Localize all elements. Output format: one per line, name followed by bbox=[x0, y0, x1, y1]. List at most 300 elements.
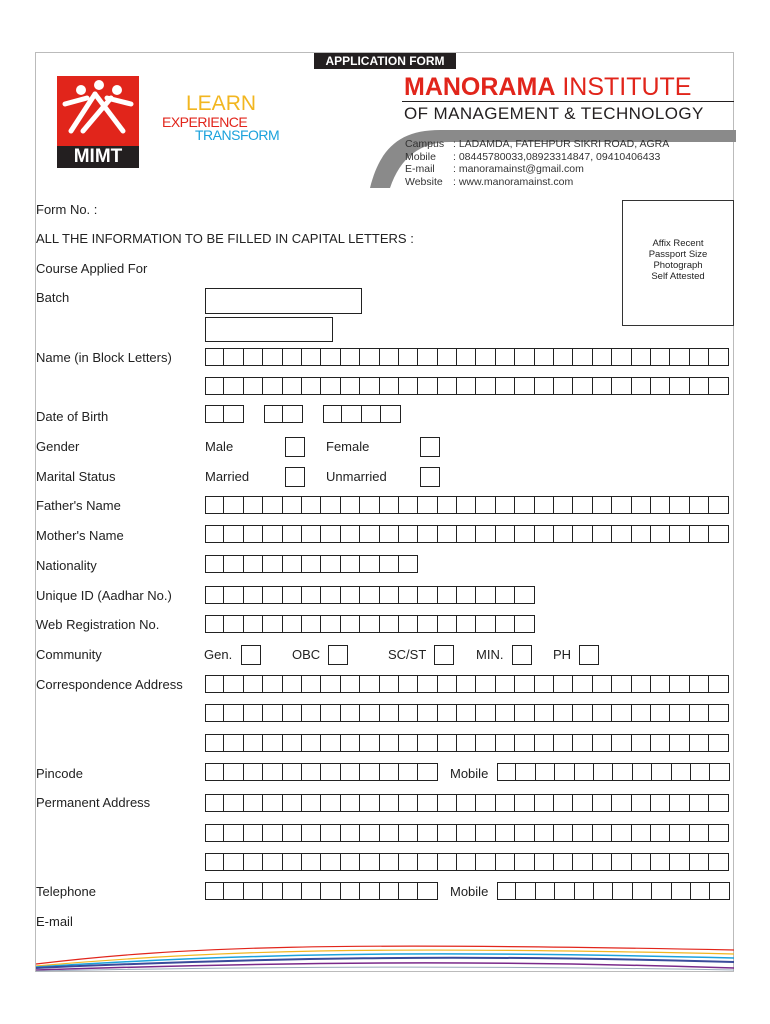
character-box[interactable] bbox=[554, 348, 573, 366]
character-box[interactable] bbox=[321, 794, 340, 812]
character-box[interactable] bbox=[418, 675, 437, 693]
character-box[interactable] bbox=[515, 377, 534, 395]
character-box[interactable] bbox=[263, 377, 282, 395]
character-box[interactable] bbox=[632, 734, 651, 752]
character-box[interactable] bbox=[457, 704, 476, 722]
character-box[interactable] bbox=[497, 882, 516, 900]
character-box[interactable] bbox=[476, 525, 495, 543]
character-box[interactable] bbox=[224, 586, 243, 604]
character-box[interactable] bbox=[341, 794, 360, 812]
character-box[interactable] bbox=[593, 675, 612, 693]
character-box[interactable] bbox=[476, 853, 495, 871]
obc-checkbox[interactable] bbox=[328, 645, 348, 665]
character-box[interactable] bbox=[710, 763, 729, 781]
character-box[interactable] bbox=[341, 615, 360, 633]
character-box[interactable] bbox=[709, 704, 728, 722]
character-box[interactable] bbox=[302, 377, 321, 395]
character-box[interactable] bbox=[535, 377, 554, 395]
pincode-boxes[interactable] bbox=[205, 763, 438, 781]
character-box[interactable] bbox=[555, 763, 574, 781]
character-box[interactable] bbox=[632, 525, 651, 543]
character-box[interactable] bbox=[418, 704, 437, 722]
character-box[interactable] bbox=[302, 794, 321, 812]
character-box[interactable] bbox=[497, 763, 516, 781]
character-box[interactable] bbox=[244, 348, 263, 366]
character-box[interactable] bbox=[399, 615, 418, 633]
character-box[interactable] bbox=[457, 794, 476, 812]
character-box[interactable] bbox=[380, 615, 399, 633]
character-box[interactable] bbox=[205, 882, 224, 900]
character-box[interactable] bbox=[612, 734, 631, 752]
character-box[interactable] bbox=[651, 496, 670, 514]
character-box[interactable] bbox=[554, 853, 573, 871]
dob-day-boxes[interactable] bbox=[205, 405, 244, 423]
character-box[interactable] bbox=[632, 794, 651, 812]
character-box[interactable] bbox=[457, 615, 476, 633]
character-box[interactable] bbox=[515, 704, 534, 722]
ph-checkbox[interactable] bbox=[579, 645, 599, 665]
character-box[interactable] bbox=[516, 763, 535, 781]
character-box[interactable] bbox=[205, 586, 224, 604]
character-box[interactable] bbox=[709, 734, 728, 752]
character-box[interactable] bbox=[380, 734, 399, 752]
character-box[interactable] bbox=[496, 853, 515, 871]
character-box[interactable] bbox=[593, 377, 612, 395]
character-box[interactable] bbox=[263, 734, 282, 752]
character-box[interactable] bbox=[496, 794, 515, 812]
character-box[interactable] bbox=[476, 675, 495, 693]
character-box[interactable] bbox=[418, 824, 437, 842]
character-box[interactable] bbox=[283, 496, 302, 514]
character-box[interactable] bbox=[283, 525, 302, 543]
character-box[interactable] bbox=[476, 348, 495, 366]
perm-address-boxes-3[interactable] bbox=[205, 853, 729, 871]
character-box[interactable] bbox=[612, 794, 631, 812]
character-box[interactable] bbox=[457, 377, 476, 395]
character-box[interactable] bbox=[554, 734, 573, 752]
character-box[interactable] bbox=[399, 853, 418, 871]
character-box[interactable] bbox=[670, 675, 689, 693]
character-box[interactable] bbox=[399, 496, 418, 514]
character-box[interactable] bbox=[554, 496, 573, 514]
character-box[interactable] bbox=[341, 555, 360, 573]
character-box[interactable] bbox=[515, 853, 534, 871]
character-box[interactable] bbox=[554, 675, 573, 693]
character-box[interactable] bbox=[709, 824, 728, 842]
character-box[interactable] bbox=[476, 615, 495, 633]
character-box[interactable] bbox=[341, 734, 360, 752]
name-boxes-1[interactable] bbox=[205, 348, 729, 366]
character-box[interactable] bbox=[341, 586, 360, 604]
character-box[interactable] bbox=[554, 377, 573, 395]
character-box[interactable] bbox=[224, 615, 243, 633]
character-box[interactable] bbox=[283, 824, 302, 842]
character-box[interactable] bbox=[457, 853, 476, 871]
uid-boxes[interactable] bbox=[205, 586, 535, 604]
character-box[interactable] bbox=[399, 794, 418, 812]
character-box[interactable] bbox=[321, 763, 340, 781]
character-box[interactable] bbox=[205, 525, 224, 543]
father-boxes[interactable] bbox=[205, 496, 729, 514]
character-box[interactable] bbox=[496, 525, 515, 543]
character-box[interactable] bbox=[457, 675, 476, 693]
character-box[interactable] bbox=[302, 675, 321, 693]
character-box[interactable] bbox=[515, 794, 534, 812]
character-box[interactable] bbox=[438, 794, 457, 812]
perm-address-boxes-1[interactable] bbox=[205, 794, 729, 812]
character-box[interactable] bbox=[593, 704, 612, 722]
character-box[interactable] bbox=[651, 824, 670, 842]
character-box[interactable] bbox=[380, 824, 399, 842]
character-box[interactable] bbox=[360, 586, 379, 604]
character-box[interactable] bbox=[360, 763, 379, 781]
character-box[interactable] bbox=[244, 853, 263, 871]
character-box[interactable] bbox=[575, 882, 594, 900]
character-box[interactable] bbox=[321, 348, 340, 366]
character-box[interactable] bbox=[399, 555, 418, 573]
character-box[interactable] bbox=[496, 615, 515, 633]
character-box[interactable] bbox=[302, 704, 321, 722]
character-box[interactable] bbox=[438, 853, 457, 871]
character-box[interactable] bbox=[438, 586, 457, 604]
character-box[interactable] bbox=[205, 555, 224, 573]
character-box[interactable] bbox=[360, 377, 379, 395]
character-box[interactable] bbox=[573, 853, 592, 871]
character-box[interactable] bbox=[341, 377, 360, 395]
character-box[interactable] bbox=[496, 704, 515, 722]
character-box[interactable] bbox=[283, 704, 302, 722]
character-box[interactable] bbox=[536, 763, 555, 781]
character-box[interactable] bbox=[535, 496, 554, 514]
character-box[interactable] bbox=[283, 763, 302, 781]
character-box[interactable] bbox=[205, 853, 224, 871]
character-box[interactable] bbox=[224, 882, 243, 900]
character-box[interactable] bbox=[399, 586, 418, 604]
character-box[interactable] bbox=[321, 615, 340, 633]
character-box[interactable] bbox=[516, 882, 535, 900]
character-box[interactable] bbox=[670, 525, 689, 543]
character-box[interactable] bbox=[593, 853, 612, 871]
character-box[interactable] bbox=[709, 675, 728, 693]
character-box[interactable] bbox=[244, 555, 263, 573]
character-box[interactable] bbox=[438, 734, 457, 752]
character-box[interactable] bbox=[573, 794, 592, 812]
character-box[interactable] bbox=[205, 377, 224, 395]
character-box[interactable] bbox=[515, 675, 534, 693]
character-box[interactable] bbox=[283, 377, 302, 395]
character-box[interactable] bbox=[418, 525, 437, 543]
character-box[interactable] bbox=[593, 824, 612, 842]
character-box[interactable] bbox=[573, 824, 592, 842]
character-box[interactable] bbox=[244, 882, 263, 900]
character-box[interactable] bbox=[612, 853, 631, 871]
character-box[interactable] bbox=[651, 734, 670, 752]
character-box[interactable] bbox=[632, 675, 651, 693]
character-box[interactable] bbox=[612, 704, 631, 722]
character-box[interactable] bbox=[535, 704, 554, 722]
character-box[interactable] bbox=[362, 405, 381, 423]
character-box[interactable] bbox=[244, 704, 263, 722]
character-box[interactable] bbox=[399, 704, 418, 722]
scst-checkbox[interactable] bbox=[434, 645, 454, 665]
character-box[interactable] bbox=[709, 794, 728, 812]
character-box[interactable] bbox=[302, 853, 321, 871]
character-box[interactable] bbox=[205, 734, 224, 752]
character-box[interactable] bbox=[690, 525, 709, 543]
character-box[interactable] bbox=[670, 734, 689, 752]
character-box[interactable] bbox=[554, 824, 573, 842]
character-box[interactable] bbox=[380, 675, 399, 693]
character-box[interactable] bbox=[341, 525, 360, 543]
character-box[interactable] bbox=[263, 348, 282, 366]
character-box[interactable] bbox=[380, 704, 399, 722]
character-box[interactable] bbox=[496, 496, 515, 514]
male-checkbox[interactable] bbox=[285, 437, 305, 457]
character-box[interactable] bbox=[205, 405, 224, 423]
character-box[interactable] bbox=[670, 853, 689, 871]
character-box[interactable] bbox=[283, 615, 302, 633]
mobile-boxes[interactable] bbox=[497, 763, 730, 781]
character-box[interactable] bbox=[690, 853, 709, 871]
character-box[interactable] bbox=[612, 377, 631, 395]
character-box[interactable] bbox=[360, 525, 379, 543]
character-box[interactable] bbox=[670, 377, 689, 395]
character-box[interactable] bbox=[438, 496, 457, 514]
character-box[interactable] bbox=[457, 734, 476, 752]
character-box[interactable] bbox=[670, 704, 689, 722]
character-box[interactable] bbox=[302, 525, 321, 543]
character-box[interactable] bbox=[690, 824, 709, 842]
character-box[interactable] bbox=[224, 675, 243, 693]
character-box[interactable] bbox=[380, 853, 399, 871]
character-box[interactable] bbox=[515, 348, 534, 366]
character-box[interactable] bbox=[341, 704, 360, 722]
character-box[interactable] bbox=[263, 882, 282, 900]
perm-address-boxes-2[interactable] bbox=[205, 824, 729, 842]
character-box[interactable] bbox=[321, 525, 340, 543]
character-box[interactable] bbox=[321, 824, 340, 842]
character-box[interactable] bbox=[205, 763, 224, 781]
character-box[interactable] bbox=[438, 377, 457, 395]
character-box[interactable] bbox=[670, 824, 689, 842]
character-box[interactable] bbox=[651, 704, 670, 722]
character-box[interactable] bbox=[476, 377, 495, 395]
character-box[interactable] bbox=[535, 794, 554, 812]
character-box[interactable] bbox=[302, 555, 321, 573]
character-box[interactable] bbox=[302, 496, 321, 514]
character-box[interactable] bbox=[690, 496, 709, 514]
character-box[interactable] bbox=[438, 704, 457, 722]
character-box[interactable] bbox=[263, 853, 282, 871]
character-box[interactable] bbox=[594, 763, 613, 781]
character-box[interactable] bbox=[515, 496, 534, 514]
character-box[interactable] bbox=[321, 675, 340, 693]
character-box[interactable] bbox=[691, 763, 710, 781]
character-box[interactable] bbox=[244, 675, 263, 693]
character-box[interactable] bbox=[321, 882, 340, 900]
character-box[interactable] bbox=[263, 763, 282, 781]
character-box[interactable] bbox=[536, 882, 555, 900]
character-box[interactable] bbox=[224, 734, 243, 752]
character-box[interactable] bbox=[244, 377, 263, 395]
character-box[interactable] bbox=[593, 496, 612, 514]
character-box[interactable] bbox=[399, 763, 418, 781]
character-box[interactable] bbox=[341, 763, 360, 781]
character-box[interactable] bbox=[399, 734, 418, 752]
character-box[interactable] bbox=[380, 586, 399, 604]
character-box[interactable] bbox=[709, 853, 728, 871]
character-box[interactable] bbox=[360, 734, 379, 752]
character-box[interactable] bbox=[321, 496, 340, 514]
character-box[interactable] bbox=[535, 824, 554, 842]
character-box[interactable] bbox=[205, 615, 224, 633]
character-box[interactable] bbox=[535, 853, 554, 871]
character-box[interactable] bbox=[651, 853, 670, 871]
character-box[interactable] bbox=[302, 882, 321, 900]
character-box[interactable] bbox=[496, 675, 515, 693]
character-box[interactable] bbox=[341, 675, 360, 693]
character-box[interactable] bbox=[321, 853, 340, 871]
character-box[interactable] bbox=[593, 348, 612, 366]
character-box[interactable] bbox=[672, 882, 691, 900]
character-box[interactable] bbox=[360, 853, 379, 871]
character-box[interactable] bbox=[691, 882, 710, 900]
character-box[interactable] bbox=[633, 882, 652, 900]
character-box[interactable] bbox=[457, 348, 476, 366]
character-box[interactable] bbox=[224, 555, 243, 573]
character-box[interactable] bbox=[613, 882, 632, 900]
nationality-boxes[interactable] bbox=[205, 555, 418, 573]
character-box[interactable] bbox=[476, 704, 495, 722]
dob-year-boxes[interactable] bbox=[323, 405, 401, 423]
character-box[interactable] bbox=[283, 675, 302, 693]
character-box[interactable] bbox=[632, 377, 651, 395]
character-box[interactable] bbox=[515, 525, 534, 543]
character-box[interactable] bbox=[613, 763, 632, 781]
character-box[interactable] bbox=[263, 586, 282, 604]
character-box[interactable] bbox=[418, 794, 437, 812]
character-box[interactable] bbox=[418, 377, 437, 395]
character-box[interactable] bbox=[321, 555, 340, 573]
character-box[interactable] bbox=[554, 704, 573, 722]
character-box[interactable] bbox=[399, 525, 418, 543]
character-box[interactable] bbox=[651, 794, 670, 812]
character-box[interactable] bbox=[573, 348, 592, 366]
character-box[interactable] bbox=[652, 763, 671, 781]
character-box[interactable] bbox=[302, 348, 321, 366]
character-box[interactable] bbox=[612, 675, 631, 693]
character-box[interactable] bbox=[476, 496, 495, 514]
character-box[interactable] bbox=[321, 586, 340, 604]
character-box[interactable] bbox=[612, 525, 631, 543]
mobile2-boxes[interactable] bbox=[497, 882, 730, 900]
character-box[interactable] bbox=[380, 377, 399, 395]
character-box[interactable] bbox=[224, 704, 243, 722]
character-box[interactable] bbox=[302, 615, 321, 633]
character-box[interactable] bbox=[244, 615, 263, 633]
character-box[interactable] bbox=[438, 824, 457, 842]
character-box[interactable] bbox=[380, 763, 399, 781]
character-box[interactable] bbox=[575, 763, 594, 781]
character-box[interactable] bbox=[632, 704, 651, 722]
character-box[interactable] bbox=[709, 377, 728, 395]
corr-address-boxes-1[interactable] bbox=[205, 675, 729, 693]
character-box[interactable] bbox=[438, 348, 457, 366]
character-box[interactable] bbox=[457, 824, 476, 842]
character-box[interactable] bbox=[418, 763, 437, 781]
unmarried-checkbox[interactable] bbox=[420, 467, 440, 487]
character-box[interactable] bbox=[302, 824, 321, 842]
character-box[interactable] bbox=[321, 704, 340, 722]
photo-box[interactable] bbox=[622, 200, 734, 326]
character-box[interactable] bbox=[205, 496, 224, 514]
character-box[interactable] bbox=[360, 675, 379, 693]
character-box[interactable] bbox=[535, 525, 554, 543]
character-box[interactable] bbox=[535, 348, 554, 366]
character-box[interactable] bbox=[690, 348, 709, 366]
character-box[interactable] bbox=[515, 734, 534, 752]
character-box[interactable] bbox=[244, 794, 263, 812]
character-box[interactable] bbox=[302, 586, 321, 604]
character-box[interactable] bbox=[205, 348, 224, 366]
character-box[interactable] bbox=[438, 525, 457, 543]
corr-address-boxes-2[interactable] bbox=[205, 704, 729, 722]
character-box[interactable] bbox=[573, 377, 592, 395]
character-box[interactable] bbox=[670, 348, 689, 366]
character-box[interactable] bbox=[399, 882, 418, 900]
min-checkbox[interactable] bbox=[512, 645, 532, 665]
character-box[interactable] bbox=[670, 794, 689, 812]
dob-month-boxes[interactable] bbox=[264, 405, 303, 423]
character-box[interactable] bbox=[593, 794, 612, 812]
character-box[interactable] bbox=[360, 824, 379, 842]
character-box[interactable] bbox=[496, 348, 515, 366]
character-box[interactable] bbox=[205, 675, 224, 693]
character-box[interactable] bbox=[496, 824, 515, 842]
character-box[interactable] bbox=[709, 496, 728, 514]
character-box[interactable] bbox=[224, 348, 243, 366]
character-box[interactable] bbox=[418, 853, 437, 871]
character-box[interactable] bbox=[283, 555, 302, 573]
character-box[interactable] bbox=[360, 496, 379, 514]
character-box[interactable] bbox=[672, 763, 691, 781]
character-box[interactable] bbox=[263, 525, 282, 543]
character-box[interactable] bbox=[633, 763, 652, 781]
telephone-boxes[interactable] bbox=[205, 882, 438, 900]
character-box[interactable] bbox=[496, 586, 515, 604]
character-box[interactable] bbox=[283, 794, 302, 812]
character-box[interactable] bbox=[438, 615, 457, 633]
character-box[interactable] bbox=[476, 794, 495, 812]
character-box[interactable] bbox=[632, 348, 651, 366]
character-box[interactable] bbox=[321, 377, 340, 395]
character-box[interactable] bbox=[573, 496, 592, 514]
character-box[interactable] bbox=[515, 586, 534, 604]
name-boxes-2[interactable] bbox=[205, 377, 729, 395]
character-box[interactable] bbox=[418, 734, 437, 752]
character-box[interactable] bbox=[244, 525, 263, 543]
character-box[interactable] bbox=[476, 734, 495, 752]
mother-boxes[interactable] bbox=[205, 525, 729, 543]
character-box[interactable] bbox=[302, 763, 321, 781]
character-box[interactable] bbox=[399, 824, 418, 842]
character-box[interactable] bbox=[341, 824, 360, 842]
character-box[interactable] bbox=[476, 824, 495, 842]
character-box[interactable] bbox=[399, 377, 418, 395]
character-box[interactable] bbox=[457, 496, 476, 514]
character-box[interactable] bbox=[360, 555, 379, 573]
character-box[interactable] bbox=[263, 496, 282, 514]
